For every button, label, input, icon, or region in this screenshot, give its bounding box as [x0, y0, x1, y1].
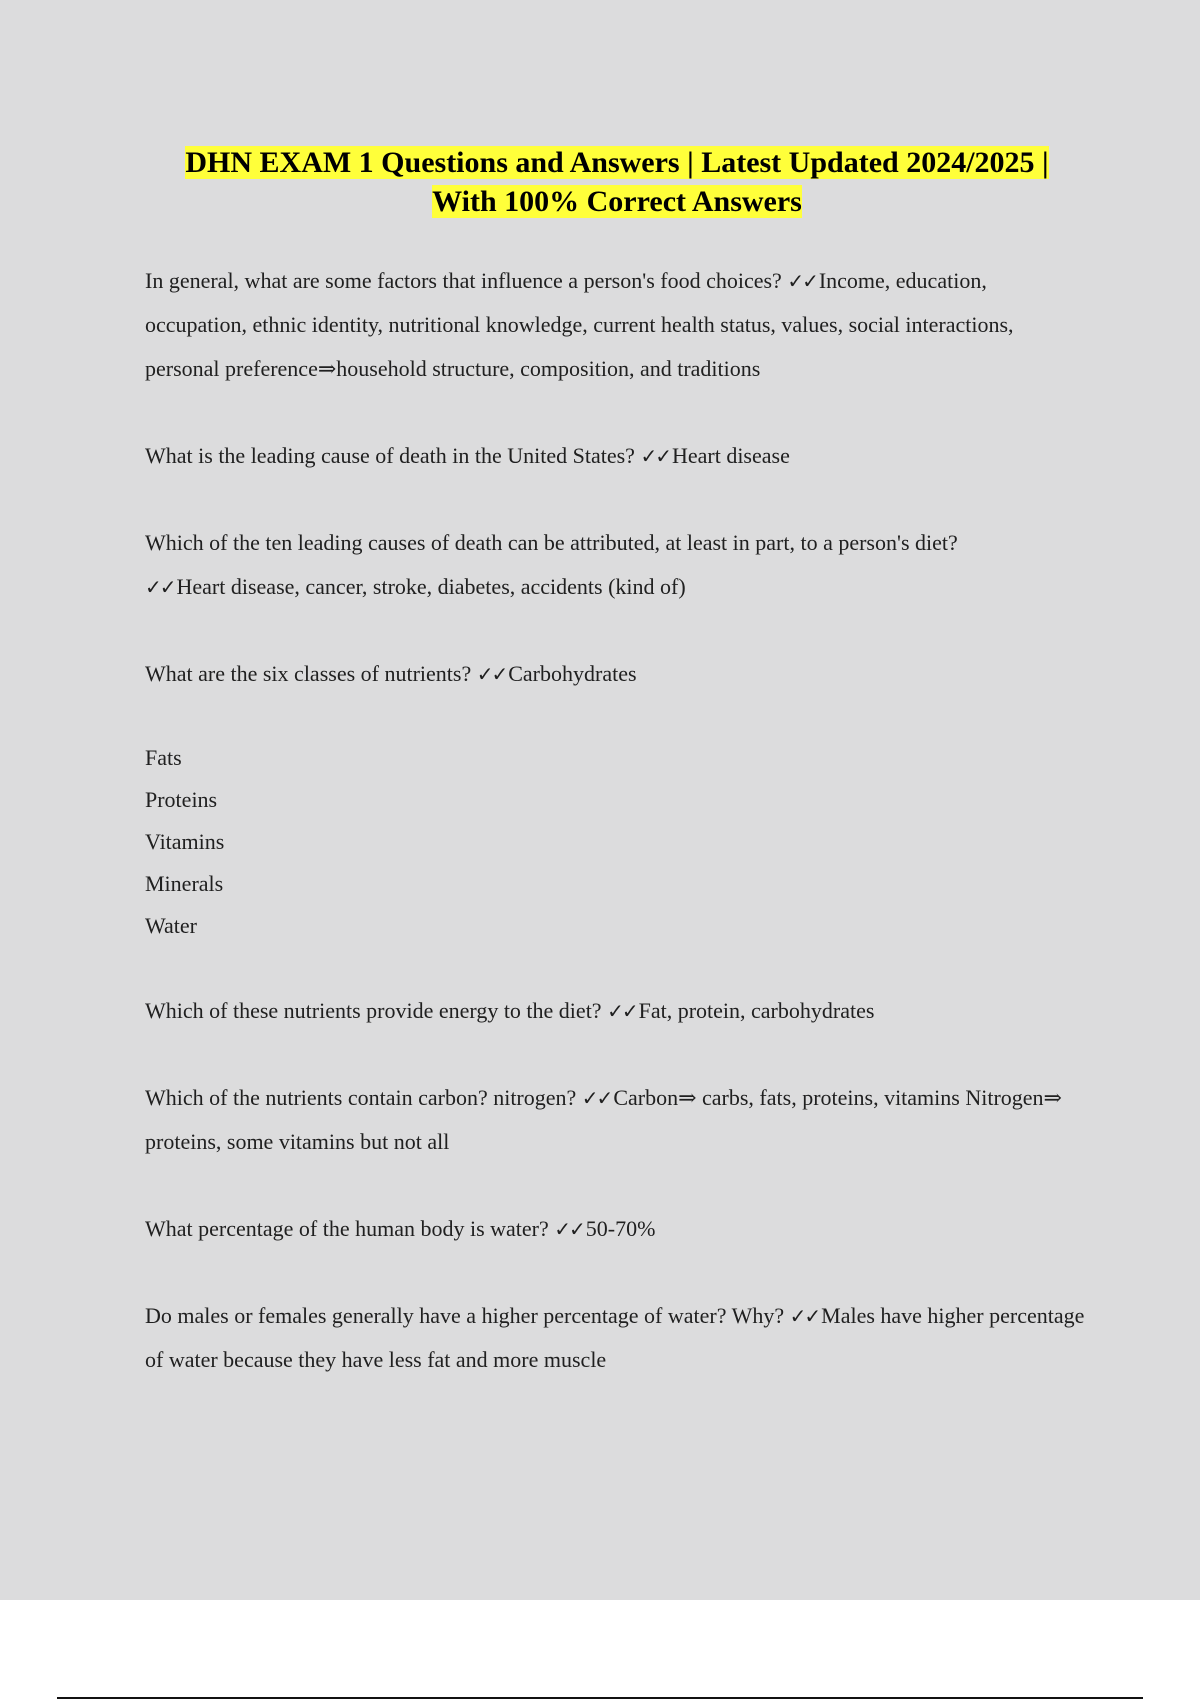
question-text: Which of the nutrients contain carbon? nitrogen? [145, 1085, 582, 1110]
question-text: What is the leading cause of death in the United States? [145, 443, 641, 468]
list-item: Vitamins [145, 829, 225, 854]
answer-text: 50-70% [585, 1216, 656, 1241]
qa-item [145, 652, 1085, 696]
answer-text: Carbon⇒ carbs, fats, proteins, vitamins Nitrogen⇒ proteins, some vitamins but not all [145, 1085, 1062, 1154]
qa-item [145, 1294, 1085, 1382]
page-divider [57, 1697, 1143, 1699]
check-icon: ✓✓ [640, 444, 670, 468]
title-line-1: DHN EXAM 1 Questions and Answers | Latest Updated 2024/2025 | [185, 146, 1049, 179]
answer-text: Heart disease, cancer, stroke, diabetes, accidents (kind of) [176, 574, 686, 599]
check-icon: ✓✓ [554, 1217, 584, 1241]
check-icon: ✓✓ [145, 575, 175, 599]
qa-item [145, 434, 1085, 478]
answer-text: Carbohydrates [508, 661, 637, 686]
answer-text: Males have higher percentage of water because they have less fat and more muscle [145, 1303, 1085, 1372]
list-item: Fats [145, 745, 182, 770]
question-text: Which of the ten leading causes of death can be attributed, at least in part, to a person's diet? [145, 530, 958, 555]
list-item: Proteins [145, 787, 218, 812]
list-item: Water [145, 913, 197, 938]
question-text: What are the six classes of nutrients? [145, 661, 477, 686]
qa-content [145, 259, 1085, 1425]
qa-item [145, 259, 1085, 391]
question-text: What percentage of the human body is water? [145, 1216, 555, 1241]
check-icon: ✓✓ [607, 999, 637, 1023]
answer-text: Income, education, occupation, ethnic identity, nutritional knowledge, current health status, values, social interactions, personal preference⇒household structure, composition, and traditions [145, 268, 1014, 381]
document-title [0, 143, 1200, 221]
nutrient-list [145, 737, 1085, 947]
answer-text: Heart disease [671, 443, 790, 468]
qa-item [145, 989, 1085, 1033]
qa-item [145, 521, 1085, 609]
question-text: Do males or females generally have a higher percentage of water? Why? [145, 1303, 790, 1328]
list-item: Minerals [145, 871, 224, 896]
check-icon: ✓✓ [787, 269, 817, 293]
qa-item [145, 1207, 1085, 1251]
answer-text: Fat, protein, carbohydrates [638, 998, 875, 1023]
title-line-2: With 100% Correct Answers [432, 185, 802, 218]
question-text: In general, what are some factors that influence a person's food choices? [145, 268, 788, 293]
qa-item [145, 1076, 1085, 1164]
check-icon: ✓✓ [476, 662, 507, 686]
question-text: Which of these nutrients provide energy to the diet? [145, 998, 608, 1023]
check-icon: ✓✓ [789, 1304, 820, 1328]
check-icon: ✓✓ [581, 1086, 612, 1110]
